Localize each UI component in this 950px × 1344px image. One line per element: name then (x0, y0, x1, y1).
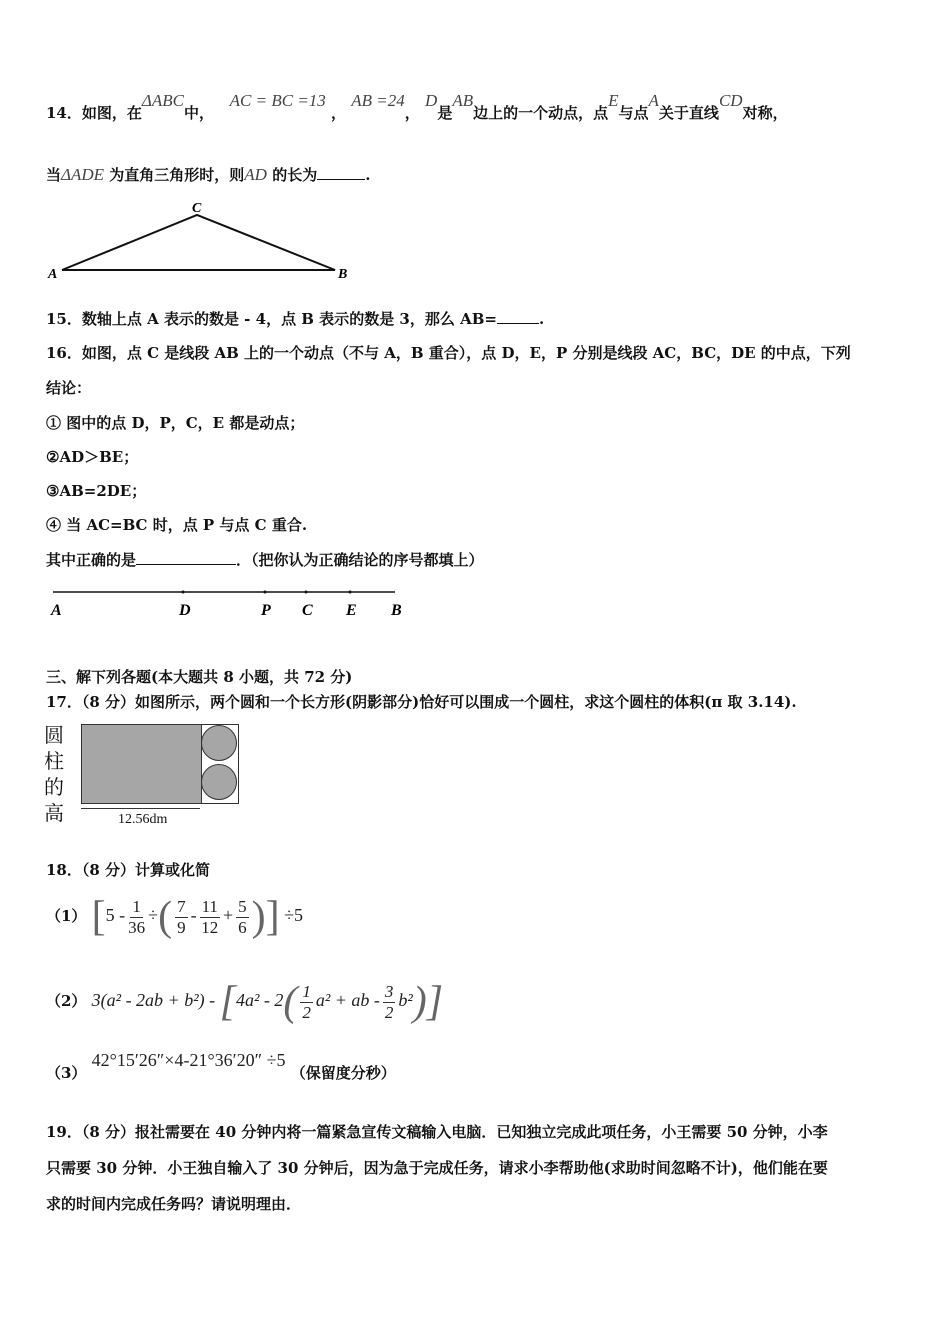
text: 与点 (618, 104, 649, 122)
point-label: B (391, 602, 402, 619)
text: a² + ab - (315, 990, 380, 1011)
point-mark (349, 591, 352, 594)
q16-statement-3: ③AB=2DE； (46, 482, 147, 500)
point-mark (264, 591, 267, 594)
math: D (425, 91, 438, 110)
text: 当 (46, 166, 62, 184)
math: E (608, 91, 619, 110)
answer-blank (136, 550, 236, 565)
q18-part2 (46, 978, 443, 1026)
text: ．（把你认为正确结论的序号都填上） (236, 551, 484, 569)
math: CD (718, 91, 743, 110)
text: 其中正确的是 (46, 551, 137, 569)
point-mark (182, 591, 185, 594)
text: ÷ (148, 905, 159, 926)
text: ÷5 (284, 905, 303, 926)
math: ΔADE (61, 165, 105, 184)
label-c: C (192, 201, 202, 216)
text: 3(a² - 2ab + b²) - (91, 990, 216, 1011)
q14-line2 (46, 164, 370, 185)
text: . (538, 310, 545, 328)
q19-line3: 求的时间内完成任务吗？请说明理由． (46, 1195, 302, 1213)
q18-part1 (46, 893, 303, 941)
side-label: 的 (44, 775, 64, 799)
math: AB (452, 91, 474, 110)
text: 14．如图，在 (46, 104, 142, 122)
section-heading: 三、解下列各题(本大题共 8 小题，共 72 分) (46, 668, 353, 686)
text: ， (331, 104, 347, 122)
q17-text: 17．（8 分）如图所示，两个圆和一个长方形(阴影部分)恰好可以围成一个圆柱，求这个圆柱的体积(π 取 3.14). (46, 693, 797, 711)
math: A (648, 91, 659, 110)
side-label: 柱 (44, 749, 64, 773)
text: 为直角三角形时，则 (109, 166, 245, 184)
circle-bottom (201, 764, 237, 800)
text: ， (404, 104, 420, 122)
point-labels (50, 591, 402, 620)
triangle-abc (62, 215, 335, 270)
q16-line1: 16．如图，点 C 是线段 AB 上的一个动点（不与 A，B 重合），点 D，E，P 分别是线段 AC，BC，DE 的中点，下列 (46, 344, 851, 362)
point-label: P (261, 602, 271, 619)
text: 边上的一个动点，点 (473, 104, 609, 122)
fraction: $\frac{7}{9}$ (177, 896, 186, 937)
q18-part3 (46, 1050, 396, 1083)
point-mark (305, 591, 308, 594)
circle-top (201, 725, 237, 761)
q14-line1 (46, 91, 788, 123)
point-label: E (346, 602, 357, 619)
text: 4a² - 2 (235, 990, 284, 1011)
q19-line1: 19．（8 分）报社需要在 40 分钟内将一篇紧急宣传文稿输入电脑．已知独立完成此项任务，小王需要 50 分钟，小李 (46, 1123, 828, 1141)
math: AB =24 (351, 91, 405, 110)
text: 中， (183, 104, 214, 122)
math: AC = BC =13 (229, 91, 326, 110)
text: . (365, 166, 371, 184)
number-line-figure (50, 585, 410, 625)
answer-blank (497, 309, 539, 324)
math: ΔABC (141, 91, 184, 110)
label-b: B (338, 267, 348, 282)
part-label: （3） (46, 1064, 87, 1082)
point-label: D (179, 602, 191, 619)
part-label: （1） (46, 907, 87, 926)
expression: 42°15′26″×4-21°36′20″ ÷5 (91, 1050, 286, 1070)
fraction: $\frac{1}{36}$ (128, 896, 146, 937)
expression: [5 - $\frac{1}{36}$ ÷( $\frac{7}{9}$ - $\frac{11}{12}$ + $\frac{5}{6}$ )] ÷5 (91, 894, 303, 940)
text: b² (398, 990, 413, 1011)
text: 的长为 (272, 166, 318, 184)
text: 是 (437, 104, 453, 122)
side-label: 圆 (44, 723, 64, 747)
math: AD (244, 165, 267, 184)
point-label: C (302, 602, 313, 619)
q18-title: 18．（8 分）计算或化简 (46, 861, 211, 879)
fraction: $\frac{3}{2}$ (384, 981, 394, 1022)
text: 5 - (105, 905, 126, 926)
dimension-line (81, 808, 200, 809)
text: 关于直线 (658, 104, 719, 122)
answer-blank (317, 165, 365, 180)
expression: 3(a² - 2ab + b²) - [4a² - 2( $\frac{1}{2}$ a² + ab - $\frac{3}{2}$ b²)] (91, 979, 444, 1025)
note: （保留度分秒） (290, 1064, 396, 1082)
text: + (222, 905, 234, 926)
point-label: A (51, 602, 62, 619)
q16-statement-1: ① 图中的点 D，P，C，E 都是动点； (46, 414, 305, 432)
fraction: $\frac{11}{12}$ (201, 896, 219, 937)
q15 (46, 308, 544, 329)
q16-ask (46, 549, 484, 570)
fraction: $\frac{5}{6}$ (238, 896, 247, 937)
text: 15．数轴上点 A 表示的数是 - 4，点 B 表示的数是 3，那么 AB= (46, 310, 497, 328)
q19-line2: 只需要 30 分钟．小王独自输入了 30 分钟后，因为急于完成任务，请求小李帮助他(求助时间忽略不计)，他们能在要 (46, 1159, 828, 1177)
fraction: $\frac{1}{2}$ (302, 981, 311, 1022)
shaded-rectangle (81, 724, 202, 804)
triangle-figure (40, 195, 360, 285)
text: - (190, 905, 197, 926)
side-label: 高 (44, 801, 64, 825)
part-label: （2） (46, 992, 87, 1011)
text: 对称， (742, 104, 788, 122)
q16-line2: 结论： (46, 379, 92, 397)
q16-statement-4: ④ 当 AC=BC 时，点 P 与点 C 重合. (46, 516, 308, 534)
q16-statement-2: ②AD＞BE； (46, 448, 139, 466)
dimension-label: 12.56dm (118, 812, 168, 827)
label-a: A (48, 267, 58, 282)
cylinder-net-figure (44, 722, 244, 832)
